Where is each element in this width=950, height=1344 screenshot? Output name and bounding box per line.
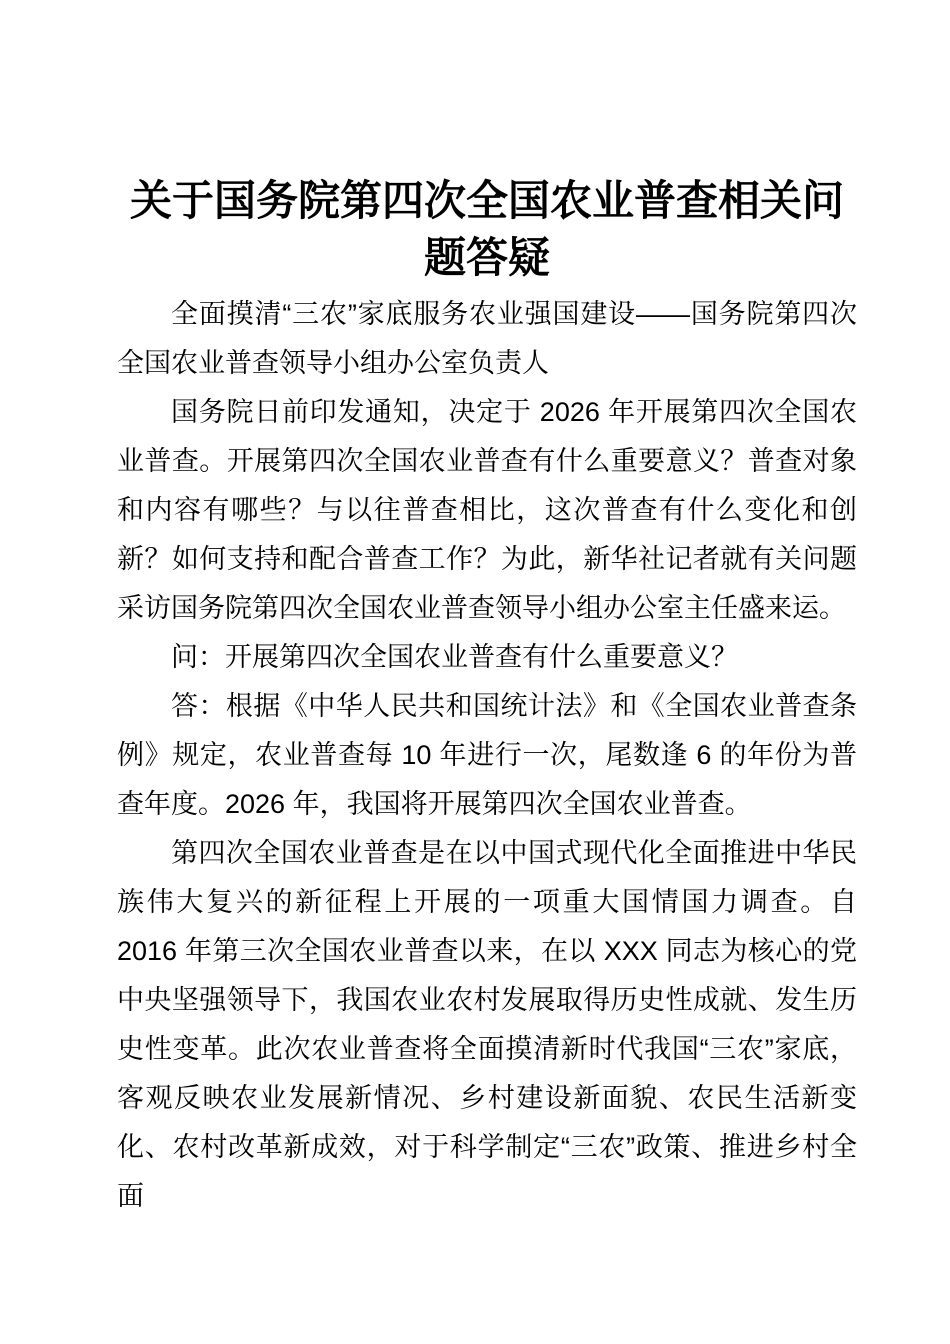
paragraph-answer-1-continued: 第四次全国农业普查是在以中国式现代化全面推进中华民族伟大复兴的新征程上开展的一项重大国情国力调查。自 2016 年第三次全国农业普查以来，在以 XXX 同志为核心的党中央坚强领导下，我国农业农村发展取得历史性成就、发生历史性变革。此次农业普查将全面摸清新时代我国“三农”家底，客观反映农业发展新情况、乡村建设新面貌、农民生活新变化、农村改革新成效，对于科学制定“三农”政策、推进乡村全面	[117, 838, 857, 1211]
paragraph-intro: 国务院日前印发通知，决定于 2026 年开展第四次全国农业普查。开展第四次全国农业普查有什么重要意义？普查对象和内容有哪些？与以往普查相比，这次普查有什么变化和创新？如何支持和配合普查工作？为此，新华社记者就有关问题采访国务院第四次全国农业普查领导小组办公室主任盛来运。	[117, 397, 857, 623]
paragraph-question-1: 问：开展第四次全国农业普查有什么重要意义？	[171, 642, 738, 672]
paragraph-subtitle-byline: 全面摸清“三农”家底服务农业强国建设——国务院第四次全国农业普查领导小组办公室负责人	[117, 299, 857, 378]
document-title: 关于国务院第四次全国农业普查相关问题答疑	[129, 177, 844, 281]
paragraph-answer-1: 答：根据《中华人民共和国统计法》和《全国农业普查条例》规定，农业普查每 10 年进行一次，尾数逢 6 的年份为普查年度。2026 年，我国将开展第四次全国农业普查。	[117, 691, 857, 819]
